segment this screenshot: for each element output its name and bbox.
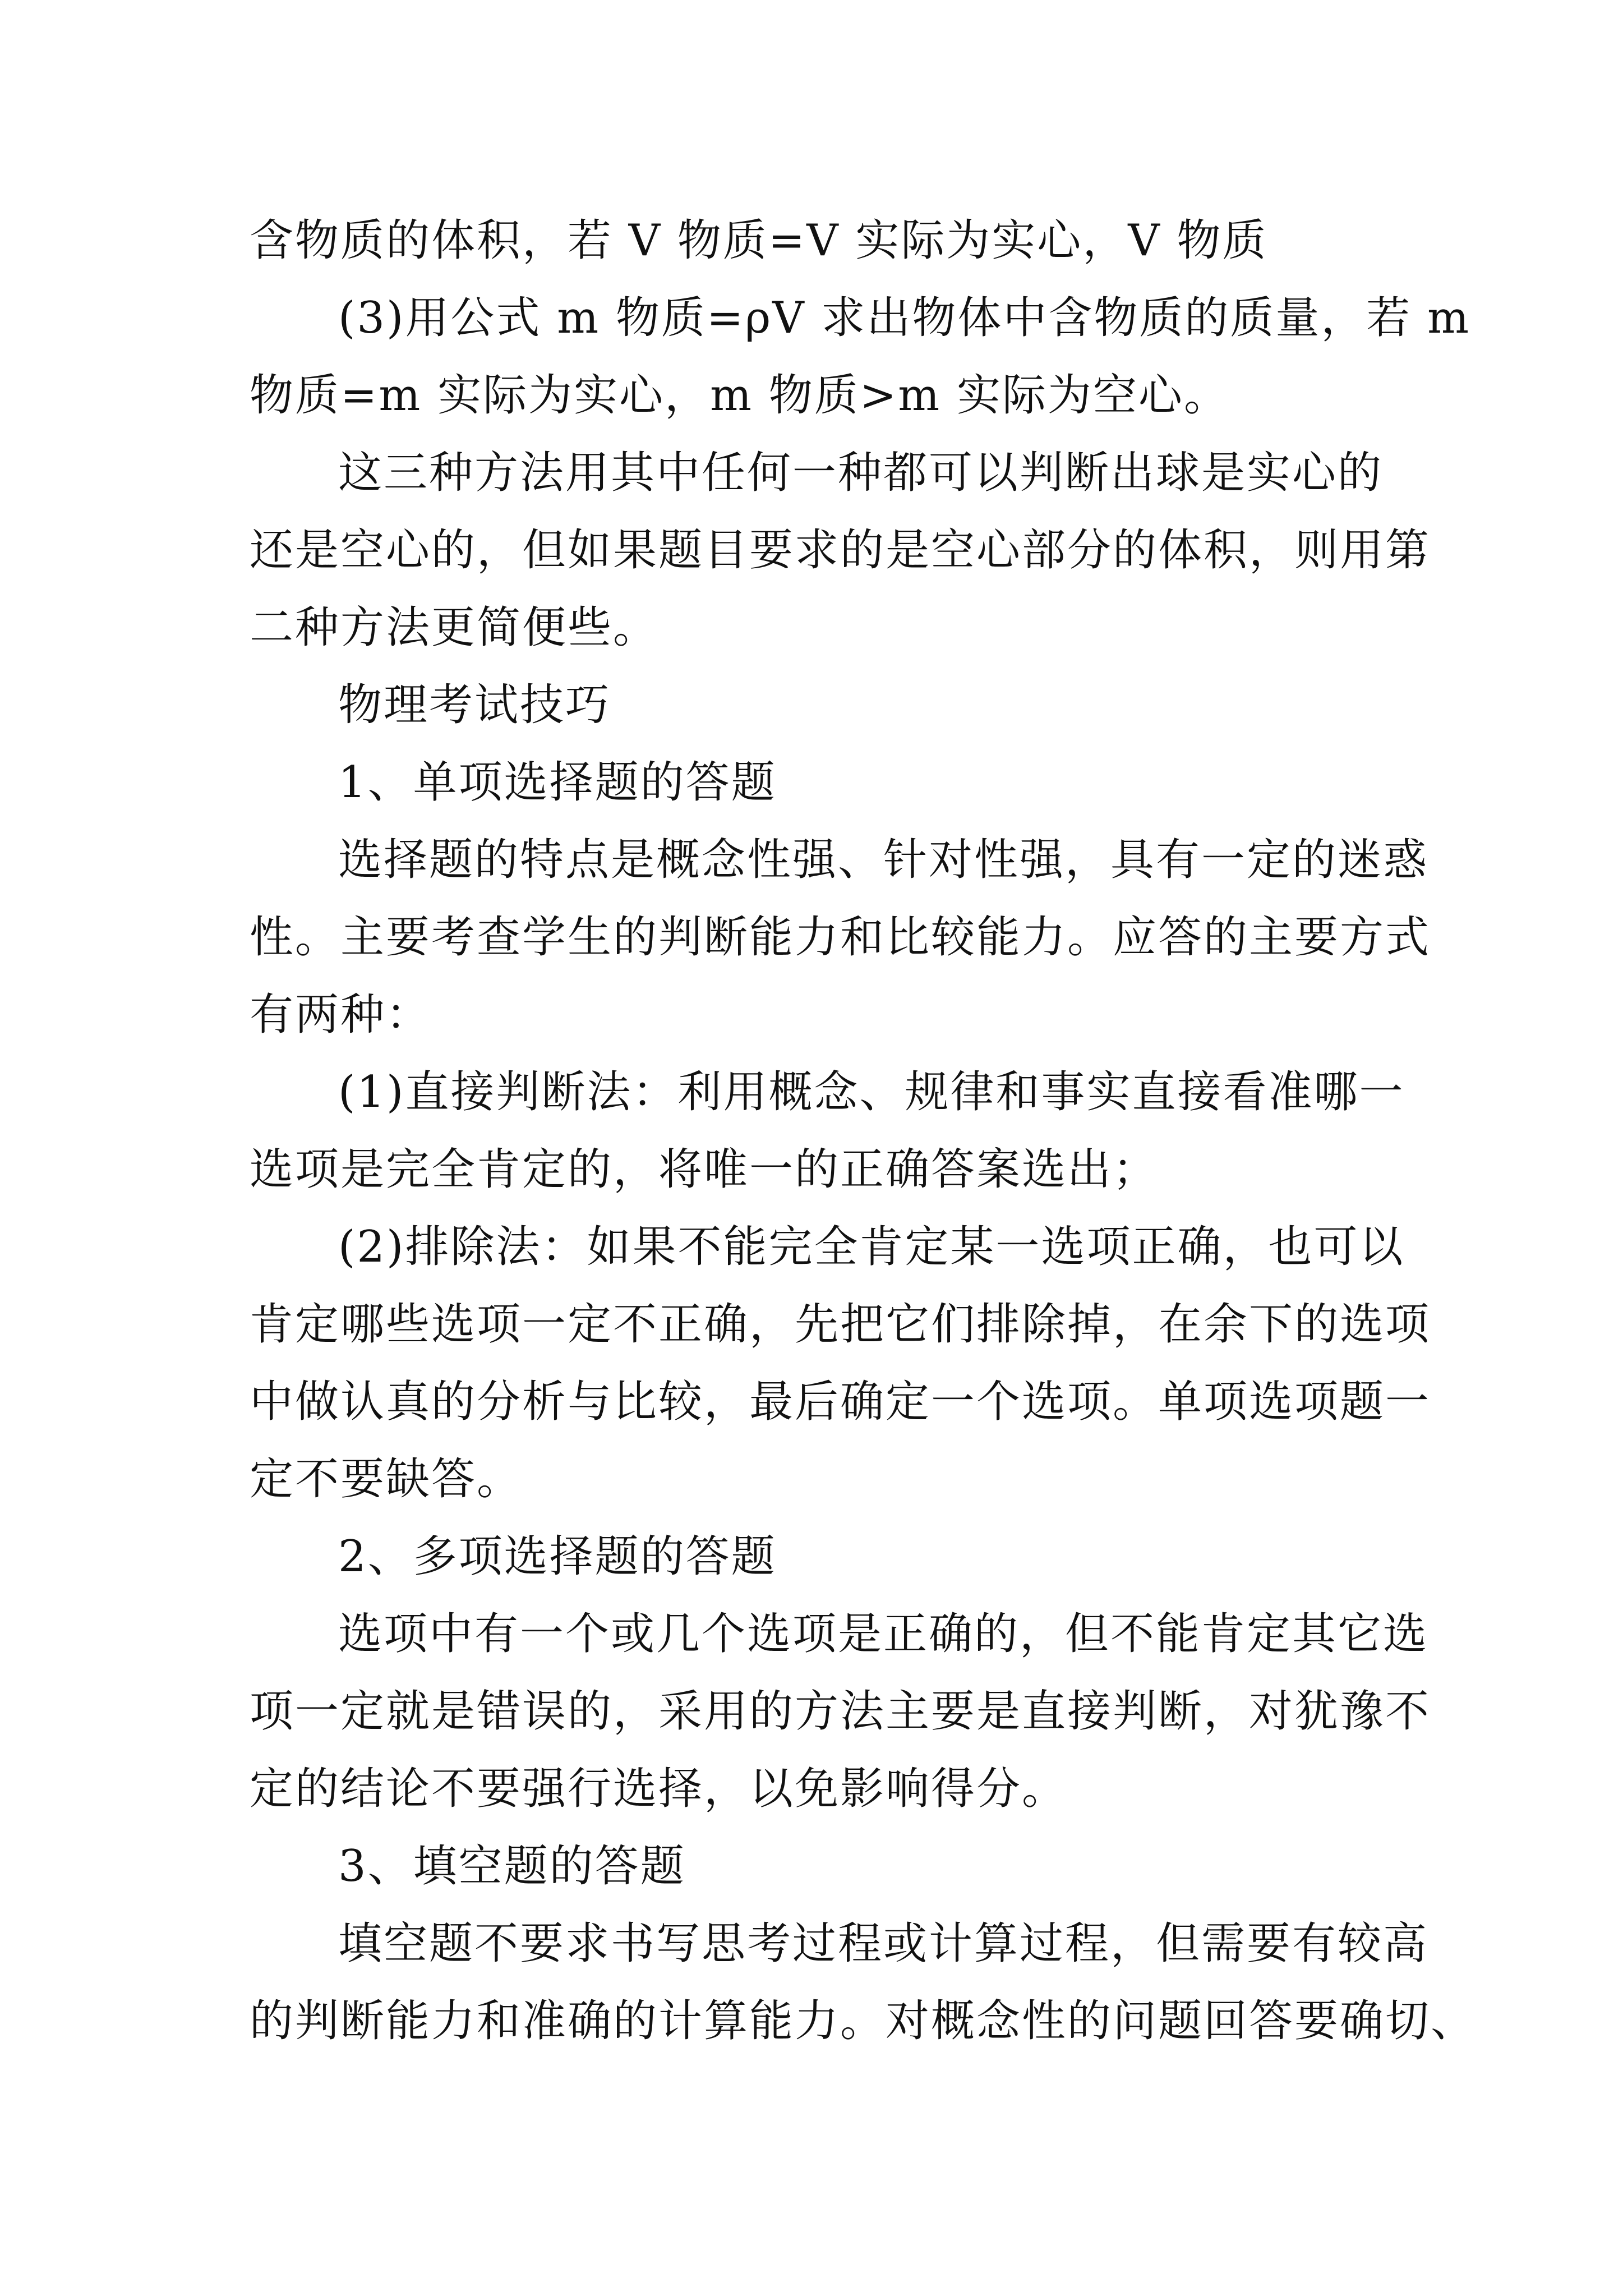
text-line-15: 肯定哪些选项一定不正确，先把它们排除掉，在余下的选项 — [250, 1299, 1431, 1350]
text-line-2: (3)用公式 m 物质=ρV 求出物体中含物质的质量，若 m — [338, 293, 1471, 343]
text-line-21: 定的结论不要强行选择，以免影响得分。 — [250, 1764, 1068, 1814]
subheading-fill-in-blank: 3、填空题的答题 — [338, 1841, 686, 1892]
text-line-3: 物质=m 实际为实心，m 物质>m 实际为空心。 — [250, 370, 1229, 421]
text-line-9: 选择题的特点是概念性强、针对性强，具有一定的迷惑 — [338, 835, 1429, 885]
text-line-10: 性。主要考查学生的判断能力和比较能力。应答的主要方式 — [250, 912, 1431, 963]
subheading-multiple-choice: 2、多项选择题的答题 — [338, 1531, 777, 1582]
text-line-19: 选项中有一个或几个选项是正确的，但不能肯定其它选 — [338, 1609, 1429, 1659]
text-line-13: 选项是完全肯定的，将唯一的正确答案选出； — [250, 1144, 1159, 1195]
text-line-6: 二种方法更简便些。 — [250, 602, 659, 653]
text-line-16: 中做认真的分析与比较，最后确定一个选项。单项选项题一 — [250, 1377, 1431, 1427]
text-line-17: 定不要缺答。 — [250, 1454, 523, 1504]
text-line-1: 含物质的体积，若 V 物质=V 实际为实心，V 物质 — [250, 215, 1268, 266]
text-line-11: 有两种： — [250, 990, 432, 1040]
text-line-5: 还是空心的，但如果题目要求的是空心部分的体积，则用第 — [250, 525, 1431, 576]
text-line-12: (1)直接判断法：利用概念、规律和事实直接看准哪一 — [338, 1067, 1405, 1117]
text-line-24: 的判断能力和准确的计算能力。对概念性的问题回答要确切、 — [250, 1996, 1477, 2046]
text-line-20: 项一定就是错误的，采用的方法主要是直接判断，对犹豫不 — [250, 1686, 1431, 1737]
text-line-23: 填空题不要求书写思考过程或计算过程，但需要有较高 — [338, 1918, 1429, 1969]
subheading-single-choice: 1、单项选择题的答题 — [338, 757, 777, 808]
text-line-14: (2)排除法：如果不能完全肯定某一选项正确，也可以 — [338, 1222, 1405, 1272]
section-heading-tips: 物理考试技巧 — [338, 680, 611, 730]
text-line-4: 这三种方法用其中任何一种都可以判断出球是实心的 — [338, 448, 1384, 498]
document-body — [250, 202, 1477, 2060]
